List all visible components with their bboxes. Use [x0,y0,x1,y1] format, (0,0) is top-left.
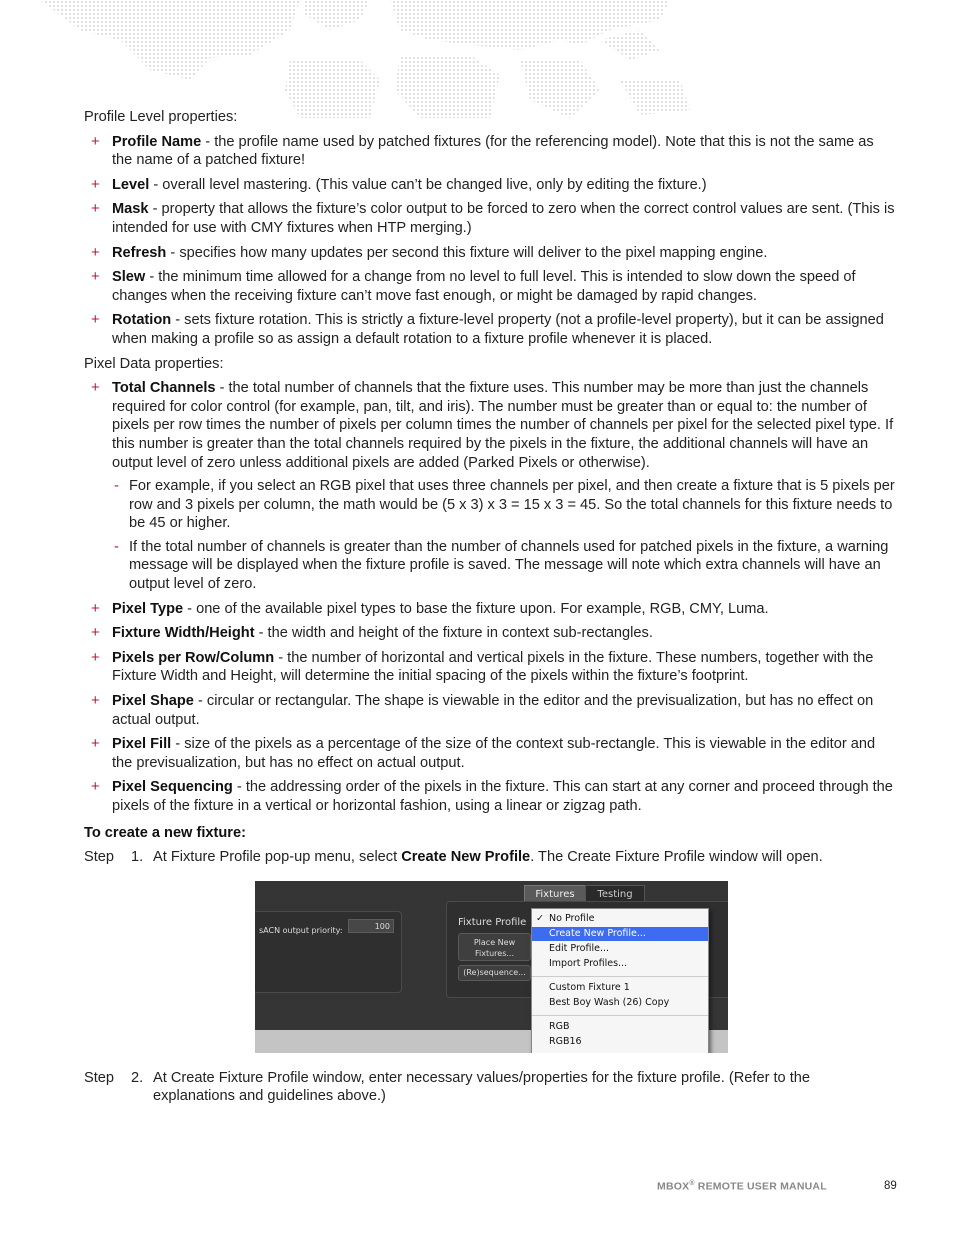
tab-testing[interactable]: Testing [585,885,645,905]
pixel-data-intro: Pixel Data properties: [84,355,224,372]
menu-item-edit-profile[interactable] [532,942,708,956]
step-text [153,848,896,867]
description: - one of the available pixel types to base the fixture upon. For example, RGB, CMY, Luma. [183,600,769,617]
plus-bullet-icon: + [91,133,100,150]
page-number: 89 [884,1180,897,1192]
list-item [84,778,896,815]
step-number: 1. [131,849,144,866]
profile-level-list [84,133,896,349]
list-item [84,649,896,686]
fixture-profile-menu[interactable] [531,908,709,1053]
menu-item-best-boy-wash[interactable] [532,996,708,1010]
menu-item-label: Best Boy Wash (26) Copy [549,996,670,1008]
step-text-bold: Create New Profile [401,849,531,866]
description: - the minimum time allowed for a change from no level to full level. This is intended to slow down the speed of changes when the receiving fixture can’t move fast enough, or might be damaged by rapid changes. [112,269,856,304]
dash-bullet-icon: - [114,538,119,555]
description: - property that allows the fixture’s color output to be forced to zero when the correct control values are sent. (This is intended for use with CMY fixtures when HTP merging.) [112,201,895,236]
description: - the width and height of the fixture in context sub-rectangles. [254,625,653,642]
menu-item-label: RGB16 [549,1035,582,1047]
plus-bullet-icon: + [91,649,100,666]
list-item [84,692,896,729]
list-item [84,624,896,643]
term: Refresh [112,244,167,261]
plus-bullet-icon: + [91,625,100,642]
pixel-data-list [84,379,896,815]
procedure-heading: To create a new fixture: [84,824,246,841]
list-item [84,133,896,170]
plus-bullet-icon: + [91,779,100,796]
plus-bullet-icon: + [91,269,100,286]
menu-separator [532,976,708,977]
profile-level-intro: Profile Level properties: [84,109,238,125]
step-1 [84,848,896,867]
description: - specifies how many updates per second this fixture will deliver to the pixel mapping engine. [166,244,768,261]
description: - the total number of channels that the fixture uses. This number may be more than just the channels required for color control (for example, pan, tilt, and iris). The number must be greater than or equal to: the number of pixels per row times the number of pixels per column times the number of channels per pixel for the selected pixel type. If this number is greater than the total channels required by the pixels in the fixture, the additional channels will have an output level of zero unless additional pixels are added (Parked Pixels or otherwise). [112,380,894,471]
term: Fixture Width/Height [112,625,255,642]
fixture-profile-label: Fixture Profile [458,916,527,928]
plus-bullet-icon: + [91,693,100,710]
menu-item-label: Import Profiles... [549,957,628,969]
description: - size of the pixels as a percentage of the size of the context sub-rectangle. This is viewable in the editor and the previsualization, but has no effect on actual output. [112,736,876,771]
term: Pixels per Row/Column [112,649,275,666]
menu-item-label: RGB [549,1020,570,1032]
menu-item-custom-fixture[interactable] [532,981,708,995]
plus-bullet-icon: + [91,244,100,261]
term: Rotation [112,312,172,329]
menu-item-label: Edit Profile... [549,942,610,954]
list-item [84,244,896,263]
checkmark-icon: ✓ [536,912,544,924]
menu-item-import-profiles[interactable] [532,957,708,971]
sub-list-item [112,538,896,594]
place-new-line-2: Fixtures... [474,948,514,958]
term: Pixel Sequencing [112,779,233,796]
term: Profile Name [112,133,202,150]
sub-list-item [112,477,896,533]
place-new-line-1: Place New [473,937,516,947]
step-2 [84,1069,896,1106]
menu-item-rgb[interactable] [532,1020,708,1034]
menu-item-label: No Profile [549,912,595,924]
manual-title-b: REMOTE USER MANUAL [694,1180,827,1193]
registered-mark: ® [689,1180,695,1187]
resequence-button[interactable]: (Re)sequence... [458,965,531,981]
plus-bullet-icon: + [91,201,100,218]
step-text-post: . The Create Fixture Profile window will open. [530,849,823,866]
description: - the number of horizontal and vertical pixels in the fixture. These numbers, together with the Fixture Width and Height, will determine the initial spacing of the pixels within the fixture’s footprint. [112,649,874,685]
manual-title-a: MBOX [657,1180,690,1193]
plus-bullet-icon: + [91,736,100,753]
plus-bullet-icon: + [91,312,100,329]
sacn-label: sACN output priority: [259,925,343,935]
step-number: 2. [131,1069,144,1086]
term: Pixel Shape [112,693,194,710]
term: Pixel Fill [112,736,172,753]
manual-title [657,1180,827,1193]
dash-bullet-icon: - [114,478,119,495]
menu-item-no-profile[interactable] [532,912,708,926]
description: - overall level mastering. (This value can’t be changed live, only by editing the fixture.) [149,176,707,193]
list-item [84,735,896,772]
menu-item-create-new-profile[interactable] [532,927,708,941]
list-item [84,600,896,619]
step-word: Step [84,1069,115,1086]
sacn-priority-input[interactable]: 100 [348,919,394,933]
plus-bullet-icon: + [91,380,100,397]
world-map-decoration [0,0,954,118]
place-new-fixtures-button[interactable] [458,933,531,961]
menu-item-rgb16[interactable] [532,1035,708,1049]
fixture-profile-screenshot [255,881,728,1053]
page-content [84,108,896,1112]
step-text: At Create Fixture Profile window, enter necessary values/properties for the fixture profile. (Refer to the explanations and guidelines above.) [153,1069,811,1105]
list-item [84,379,896,594]
step-word: Step [84,849,115,866]
sub-text: If the total number of channels is greater than the number of channels used for patched pixels in the fixture, a warning message will be displayed when the fixture profile is saved. The message will note which extra channels will have an output level of zero. [129,538,889,593]
sub-text: For example, if you select an RGB pixel that uses three channels per pixel, and then create a fixture that is 5 pixels per row and 3 pixels per column, the math would be (5 x 3) x 3 = 15 x 3 = 45. So the total channels for this fixture needs to be 45 or higher. [129,478,895,532]
description: - the profile name used by patched fixtures (for the referencing model). Note that this is not the same as the name of a patched fixture! [112,133,874,169]
list-item [84,311,896,348]
term: Slew [112,269,146,286]
description: - sets fixture rotation. This is strictly a fixture-level property (not a profile-level property), but it can be assigned when making a profile so as assign a default rotation to a fixture profile whenever it is placed. [112,312,884,347]
list-item [84,268,896,305]
list-item [84,200,896,237]
list-item [84,176,896,195]
plus-bullet-icon: + [91,600,100,617]
description: - circular or rectangular. The shape is viewable in the editor and the previsualization, but has no effect on actual output. [112,693,874,728]
step-text-pre: At Fixture Profile pop-up menu, select [153,849,402,866]
term: Total Channels [112,380,216,397]
sub-list [112,477,896,594]
tab-fixtures[interactable]: Fixtures [524,885,586,905]
term: Pixel Type [112,600,184,617]
description: - the addressing order of the pixels in the fixture. This can start at any corner and proceed through the pixels of the fixture in a vertical or horizontal fashion, using a linear or zigzag path. [112,779,893,814]
term: Level [112,176,150,193]
plus-bullet-icon: + [91,176,100,193]
term: Mask [112,201,149,218]
menu-separator [532,1015,708,1016]
menu-item-label: Create New Profile... [549,927,646,939]
menu-item-label: Custom Fixture 1 [549,981,630,993]
